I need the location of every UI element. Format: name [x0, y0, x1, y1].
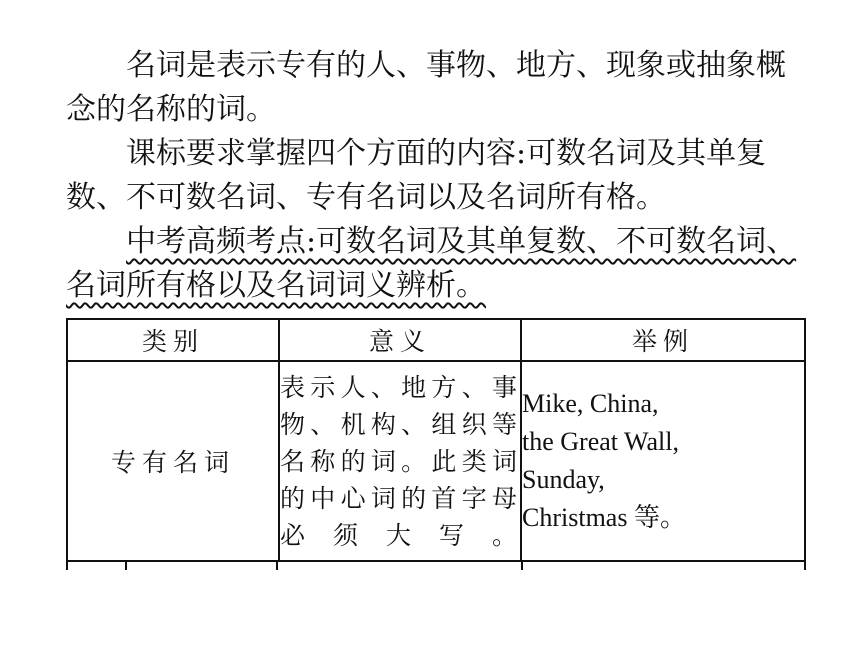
category-cell: 专有名词	[67, 361, 279, 561]
table-continuation-line	[66, 560, 68, 570]
curriculum-paragraph: 课标要求掌握四个方面的内容:可数名词及其单复数、不可数名词、专有名词以及名词所有格。	[66, 136, 767, 215]
noun-types-table	[66, 318, 806, 562]
table-header-row	[67, 319, 805, 361]
header-meaning: 意义	[279, 319, 521, 361]
example-cell: Mike, China, the Great Wall, Sunday, Christmas 等。	[521, 361, 805, 561]
header-category: 类别	[67, 319, 279, 361]
meaning-cell: 表示人、地方、事物、机构、组织等名称的词。此类词的中心词的首字母必须大写。	[279, 361, 521, 561]
table-continuation-line	[125, 560, 127, 570]
table-continuation-line	[276, 560, 278, 570]
definition-paragraph: 名词是表示专有的人、事物、地方、现象或抽象概念的名称的词。	[66, 48, 786, 127]
header-example: 举例	[521, 319, 805, 361]
exam-points-text: 中考高频考点:可数名词及其单复数、不可数名词、名词所有格以及名词词义辨析。	[66, 224, 797, 303]
table-row	[67, 361, 805, 561]
exam-points-paragraph	[66, 220, 812, 308]
table-continuation-line	[521, 560, 523, 570]
table-continuation-line	[804, 560, 806, 570]
